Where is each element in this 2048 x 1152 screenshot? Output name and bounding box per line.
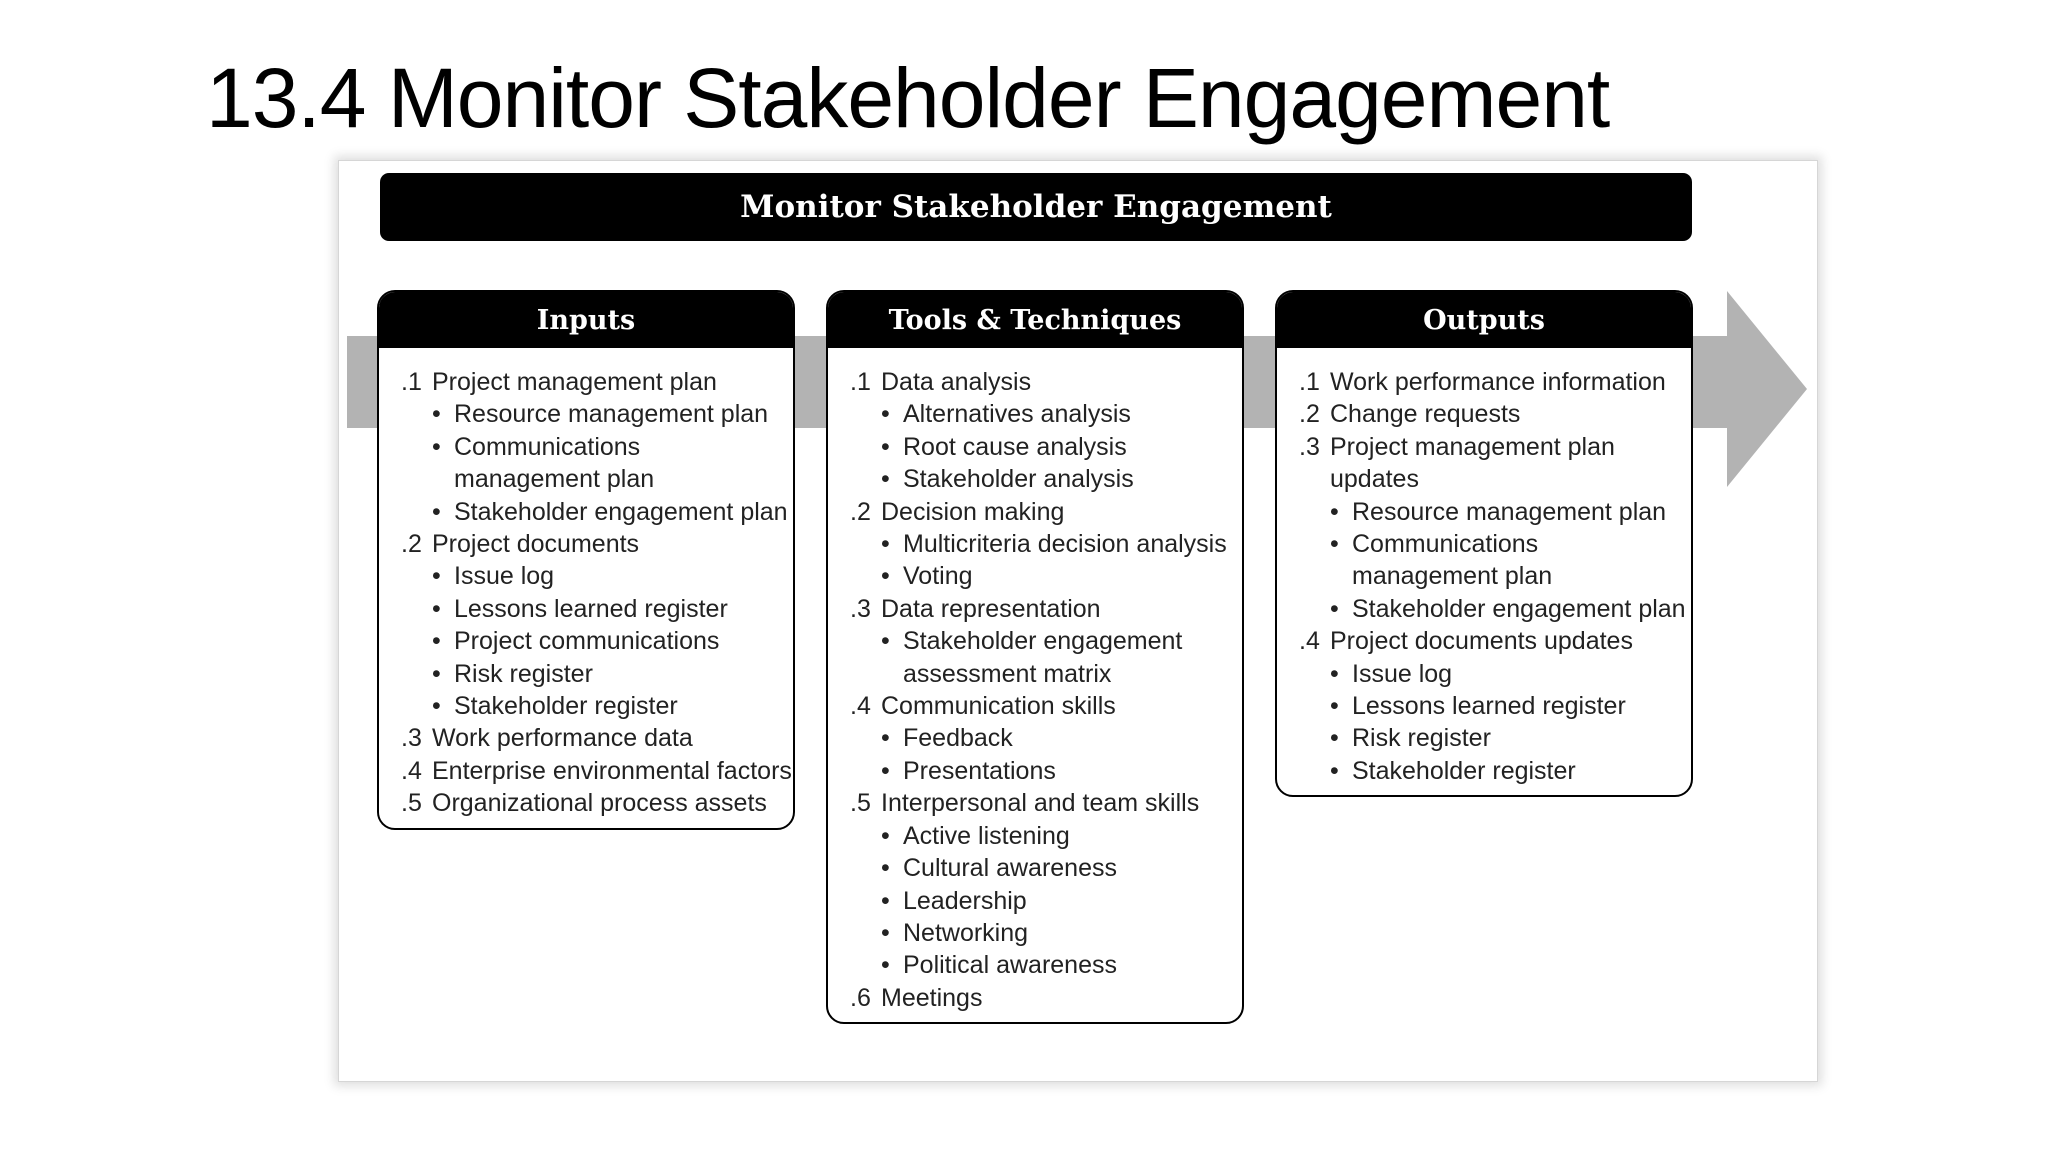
item-number: .5	[850, 789, 871, 818]
outputs-list	[1277, 348, 1691, 795]
bullet-icon: •	[881, 951, 890, 980]
bullet-icon: •	[881, 724, 890, 753]
bullet-icon: •	[432, 627, 441, 656]
sub-list	[881, 528, 1242, 593]
inputs-box	[377, 290, 795, 830]
process-banner: Monitor Stakeholder Engagement	[380, 173, 1692, 241]
sub-item-text: Stakeholder engagement plan	[1352, 594, 1686, 623]
sub-list-item	[432, 593, 793, 625]
item-text: Work performance data	[432, 724, 693, 753]
sub-list-item	[1330, 528, 1691, 593]
bullet-icon: •	[881, 400, 890, 429]
sub-item-text: Stakeholder register	[454, 692, 678, 721]
sub-item-text: Leadership	[903, 886, 1027, 915]
list-item	[850, 690, 1242, 787]
bullet-icon: •	[432, 562, 441, 591]
outputs-header: Outputs	[1277, 292, 1691, 348]
sub-item-text: Communications management plan	[454, 432, 655, 494]
bullet-icon: •	[881, 854, 890, 883]
bullet-icon: •	[432, 432, 441, 461]
bullet-icon: •	[1330, 594, 1339, 623]
sub-list-item	[432, 398, 793, 430]
bullet-icon: •	[432, 400, 441, 429]
sub-item-text: Risk register	[1352, 724, 1491, 753]
tools-box	[826, 290, 1244, 1024]
item-text: Project management plan updates	[1330, 432, 1615, 494]
sub-list	[881, 820, 1242, 982]
list-item	[401, 366, 793, 528]
sub-list	[881, 398, 1242, 495]
item-text: Organizational process assets	[432, 789, 767, 818]
item-number: .4	[850, 692, 871, 721]
sub-list-item	[881, 755, 1242, 787]
sub-item-text: Risk register	[454, 659, 593, 688]
item-number: .6	[850, 983, 871, 1012]
bullet-icon: •	[432, 659, 441, 688]
list-item	[850, 496, 1242, 593]
sub-item-text: Networking	[903, 918, 1029, 947]
bullet-icon: •	[432, 594, 441, 623]
item-number: .3	[850, 594, 871, 623]
sub-list	[432, 560, 793, 722]
bullet-icon: •	[1330, 497, 1339, 526]
sub-item-text: Multicriteria decision analysis	[903, 530, 1227, 559]
sub-list-item	[881, 528, 1242, 560]
item-number: .1	[850, 368, 871, 396]
item-number: .3	[401, 724, 422, 753]
item-text: Meetings	[881, 983, 983, 1012]
item-number: .2	[850, 497, 871, 526]
sub-list	[1330, 496, 1691, 626]
sub-item-text: Communications management plan	[1352, 530, 1553, 591]
sub-list-item	[1330, 755, 1691, 787]
inputs-header: Inputs	[379, 292, 793, 348]
sub-item-text: Issue log	[454, 562, 555, 591]
sub-list-item	[1330, 593, 1691, 625]
list-item	[401, 755, 793, 787]
bullet-icon: •	[881, 627, 890, 656]
bullet-icon: •	[881, 530, 890, 559]
sub-list-item	[1330, 690, 1691, 722]
sub-list-item	[1330, 722, 1691, 754]
sub-list-item	[432, 625, 793, 657]
sub-item-text: Feedback	[903, 724, 1013, 753]
item-number: .2	[401, 530, 422, 559]
bullet-icon: •	[881, 918, 890, 947]
item-number: .1	[401, 368, 422, 396]
sub-item-text: Resource management plan	[454, 400, 769, 429]
list-item	[850, 366, 1242, 496]
bullet-icon: •	[1330, 724, 1339, 753]
inputs-list	[379, 348, 793, 828]
sub-list-item	[432, 658, 793, 690]
process-diagram	[338, 160, 1818, 1082]
sub-list-item	[881, 917, 1242, 949]
sub-list-item	[881, 463, 1242, 495]
sub-item-text: Political awareness	[903, 951, 1117, 980]
sub-item-text: Presentations	[903, 756, 1056, 785]
bullet-icon: •	[881, 886, 890, 915]
list-item	[850, 982, 1242, 1014]
bullet-icon: •	[881, 756, 890, 785]
item-text: Project documents updates	[1330, 627, 1633, 656]
sub-list-item	[432, 560, 793, 592]
sub-item-text: Alternatives analysis	[903, 400, 1131, 429]
list-item	[850, 787, 1242, 981]
sub-item-text: Stakeholder engagement assessment matrix	[903, 627, 1183, 688]
sub-list-item	[432, 496, 793, 528]
sub-list	[1330, 658, 1691, 788]
bullet-icon: •	[1330, 756, 1339, 785]
list-item	[401, 787, 793, 819]
outputs-box	[1275, 290, 1693, 797]
sub-item-text: Active listening	[903, 821, 1070, 850]
item-number: .5	[401, 789, 422, 818]
list-item	[1299, 431, 1691, 625]
bullet-icon: •	[881, 432, 890, 461]
bullet-icon: •	[432, 497, 441, 526]
item-text: Decision making	[881, 497, 1065, 526]
item-text: Change requests	[1330, 400, 1521, 429]
list-item	[401, 528, 793, 722]
sub-list-item	[1330, 658, 1691, 690]
item-text: Enterprise environmental factors	[432, 756, 792, 785]
sub-item-text: Cultural awareness	[903, 854, 1117, 883]
sub-list-item	[881, 852, 1242, 884]
item-number: .4	[401, 756, 422, 785]
sub-list-item	[432, 431, 793, 496]
sub-list-item	[881, 431, 1242, 463]
bullet-icon: •	[1330, 530, 1339, 559]
sub-list-item	[881, 722, 1242, 754]
sub-list-item	[881, 949, 1242, 981]
sub-list-item	[881, 560, 1242, 592]
item-number: .1	[1299, 368, 1320, 396]
item-text: Communication skills	[881, 692, 1116, 721]
sub-item-text: Lessons learned register	[1352, 692, 1626, 721]
bullet-icon: •	[881, 465, 890, 494]
bullet-icon: •	[432, 692, 441, 721]
item-number: .3	[1299, 432, 1320, 461]
sub-list	[432, 398, 793, 528]
item-text: Interpersonal and team skills	[881, 789, 1200, 818]
sub-item-text: Issue log	[1352, 659, 1453, 688]
sub-item-text: Voting	[903, 562, 973, 591]
list-item	[1299, 398, 1691, 430]
sub-list	[881, 625, 1242, 690]
sub-list-item	[1330, 496, 1691, 528]
sub-item-text: Lessons learned register	[454, 594, 728, 623]
bullet-icon: •	[1330, 692, 1339, 721]
item-number: .2	[1299, 400, 1320, 429]
bullet-icon: •	[881, 562, 890, 591]
slide-title: 13.4 Monitor Stakeholder Engagement	[206, 51, 1610, 145]
list-item	[1299, 625, 1691, 787]
sub-item-text: Stakeholder register	[1352, 756, 1576, 785]
bullet-icon: •	[881, 821, 890, 850]
sub-list-item	[881, 885, 1242, 917]
sub-item-text: Stakeholder analysis	[903, 465, 1134, 494]
sub-list-item	[881, 398, 1242, 430]
sub-list-item	[881, 625, 1242, 690]
item-number: .4	[1299, 627, 1320, 656]
item-text: Work performance information	[1330, 368, 1666, 396]
sub-list	[881, 722, 1242, 787]
tools-header: Tools & Techniques	[828, 292, 1242, 348]
item-text: Data representation	[881, 594, 1101, 623]
sub-item-text: Stakeholder engagement plan	[454, 497, 788, 526]
sub-list-item	[881, 820, 1242, 852]
sub-item-text: Root cause analysis	[903, 432, 1127, 461]
sub-item-text: Project communications	[454, 627, 720, 656]
list-item	[401, 722, 793, 754]
list-item	[850, 593, 1242, 690]
bullet-icon: •	[1330, 659, 1339, 688]
item-text: Project documents	[432, 530, 640, 559]
sub-list-item	[432, 690, 793, 722]
item-text: Data analysis	[881, 368, 1032, 396]
item-text: Project management plan	[432, 368, 717, 396]
tools-list	[828, 348, 1242, 1022]
list-item	[1299, 366, 1691, 398]
sub-item-text: Resource management plan	[1352, 497, 1667, 526]
